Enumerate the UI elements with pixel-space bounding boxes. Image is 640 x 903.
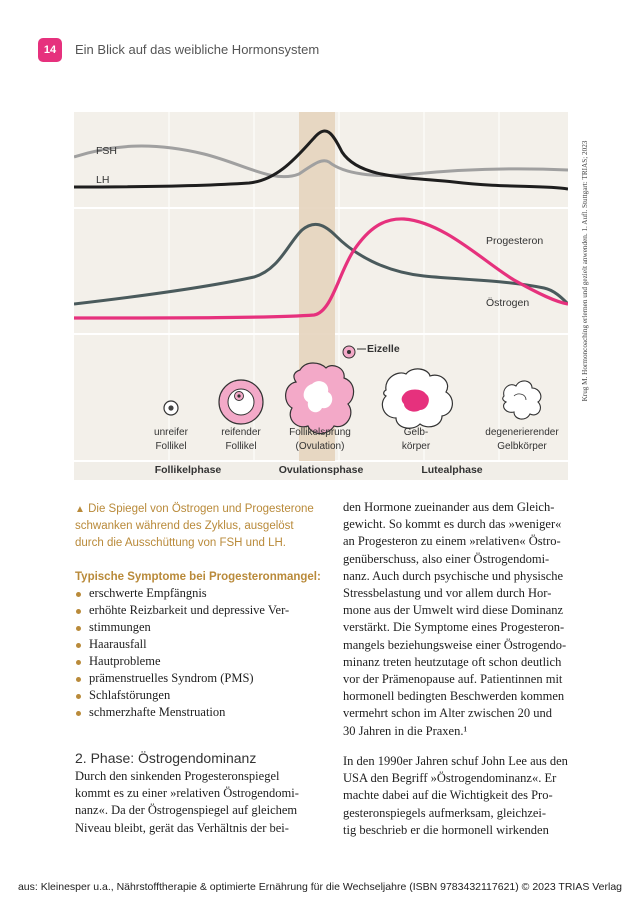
text-line: nanz«. Da der Östrogenspiegel auf gleichem bbox=[75, 803, 298, 818]
text-line: minanz treten heutzutage oft schon deutlich bbox=[343, 654, 562, 669]
stage-1-line2: Follikel bbox=[155, 441, 187, 452]
text-line: gewicht. So kommt es durch das »weniger« bbox=[343, 517, 562, 532]
stage-1-line1: unreifer bbox=[154, 427, 188, 438]
text-line: mone aus der Umwelt wird diese Dominanz bbox=[343, 603, 564, 618]
left-column-text bbox=[75, 768, 330, 837]
text-line: den Hormone zueinander aus dem Gleich- bbox=[343, 500, 555, 514]
figure-caption bbox=[75, 501, 325, 552]
text-line: genüberschuss, also einer Östrogendomi- bbox=[343, 551, 550, 566]
fsh-label: FSH bbox=[96, 145, 117, 157]
text-line: vor der Prämenopause auf. Patientinnen mit bbox=[343, 672, 563, 687]
text-line: In den 1990er Jahren schuf John Lee aus den bbox=[343, 754, 568, 768]
stage-3-line1: Follikelsprung bbox=[289, 427, 351, 438]
reifender-follikel-icon bbox=[219, 380, 263, 424]
symptoms-list bbox=[75, 585, 335, 721]
text-line: vermehrt schon im Alter zwischen 20 und bbox=[343, 706, 552, 721]
unreifer-follikel-icon bbox=[164, 401, 178, 415]
text-line: hormonell bedingten Beschwerden kommen bbox=[343, 689, 565, 704]
right-column-text-1 bbox=[343, 499, 593, 740]
stage-4-line2: körper bbox=[401, 441, 431, 452]
stage-2-line2: Follikel bbox=[225, 441, 257, 452]
text-line: tig beschrieb er die hormonell wirkenden bbox=[343, 822, 549, 837]
text-line: gesteronspiegels aufmerksam, gleichzei- bbox=[343, 805, 547, 820]
text-line: an Progesteron zu einem »relativen« Östro- bbox=[343, 534, 561, 549]
symptom-item: erschwerte Empfängnis bbox=[75, 585, 335, 602]
progesteron-label: Progesteron bbox=[486, 235, 544, 247]
eizelle-label: Eizelle bbox=[367, 343, 400, 355]
symptoms-box bbox=[75, 569, 335, 721]
stage-5-line2: Gelbkörper bbox=[497, 441, 547, 452]
text-line: kommt es zu einer »relativen Östrogendomi- bbox=[75, 786, 299, 801]
text-line: Durch den sinkenden Progesteronspiegel bbox=[75, 769, 280, 783]
hormone-cycle-diagram bbox=[74, 112, 568, 480]
symptom-item: Schlafstörungen bbox=[75, 687, 335, 704]
caption-line-1 bbox=[75, 503, 314, 515]
symptom-item: Haarausfall bbox=[75, 636, 335, 653]
phase-ovulationsphase: Ovulationsphase bbox=[278, 464, 364, 476]
stage-4-line1: Gelb- bbox=[403, 427, 429, 438]
text-line: Niveau bleibt, gerät das Verhältnis der bei- bbox=[75, 820, 289, 835]
right-column-text-2 bbox=[343, 753, 593, 839]
source-footer: aus: Kleinesper u.a., Nährstofftherapie & optimierte Ernährung für die Wechseljahre (ISBN 9783432117621) © 2023 TRIAS Verlag bbox=[17, 881, 623, 893]
text-line: mangels beziehungsweise einer Östrogendo- bbox=[343, 637, 567, 652]
text-line: nanz. Auch durch psychische und physische bbox=[343, 568, 564, 583]
stage-5-line1: degenerierender bbox=[485, 427, 559, 438]
phase-lutealphase: Lutealphase bbox=[421, 464, 483, 476]
page-number: 14 bbox=[43, 44, 57, 56]
lh-label: LH bbox=[96, 174, 110, 186]
caption-line-2: schwanken während des Zyklus, ausgelöst bbox=[75, 520, 294, 532]
page-number-badge bbox=[38, 38, 62, 62]
phase-follikelphase: Follikelphase bbox=[154, 464, 222, 476]
stage-2-line1: reifender bbox=[221, 427, 261, 438]
oestrogen-label: Östrogen bbox=[486, 297, 530, 309]
figure-credit-text: Krug M. Hormoncoaching erlernen und gezielt anwenden. 1. Aufl. Stuttgart: TRIAS; 2023 bbox=[581, 140, 589, 402]
text-line: verstärkt. Die Symptome eines Progesteron- bbox=[343, 620, 565, 635]
figure-credit bbox=[578, 116, 592, 426]
running-header: Ein Blick auf das weibliche Hormonsystem bbox=[75, 42, 320, 57]
section-heading: 2. Phase: Östrogendominanz bbox=[75, 750, 257, 766]
triangle-up-icon: ▲ bbox=[75, 504, 85, 515]
symptom-item: Hautprobleme bbox=[75, 653, 335, 670]
symptom-item-continued: stimmungen bbox=[75, 619, 335, 636]
symptom-item: schmerzhafte Menstruation bbox=[75, 704, 335, 721]
text-line: 30 Jahren in die Praxen.¹ bbox=[343, 723, 468, 738]
caption-line-1-text: Die Spiegel von Östrogen und Progesterone bbox=[88, 503, 314, 515]
text-line: USA den Begriff »Östrogendominanz«. Er bbox=[343, 771, 557, 786]
text-line: Stressbelastung und vor allem durch Hor- bbox=[343, 586, 552, 601]
symptom-item: erhöhte Reizbarkeit und depressive Ver- bbox=[75, 602, 335, 619]
symptoms-heading: Typische Symptome bei Progesteronmangel: bbox=[75, 571, 321, 583]
symptom-item: prämenstruelles Syndrom (PMS) bbox=[75, 670, 335, 687]
hormone-cycle-figure bbox=[74, 112, 568, 480]
text-line: machte dabei auf die Wichtigkeit des Pro- bbox=[343, 788, 553, 803]
stage-3-line2: (Ovulation) bbox=[295, 441, 345, 452]
caption-line-3: durch die Ausschüttung von FSH und LH. bbox=[75, 537, 286, 549]
